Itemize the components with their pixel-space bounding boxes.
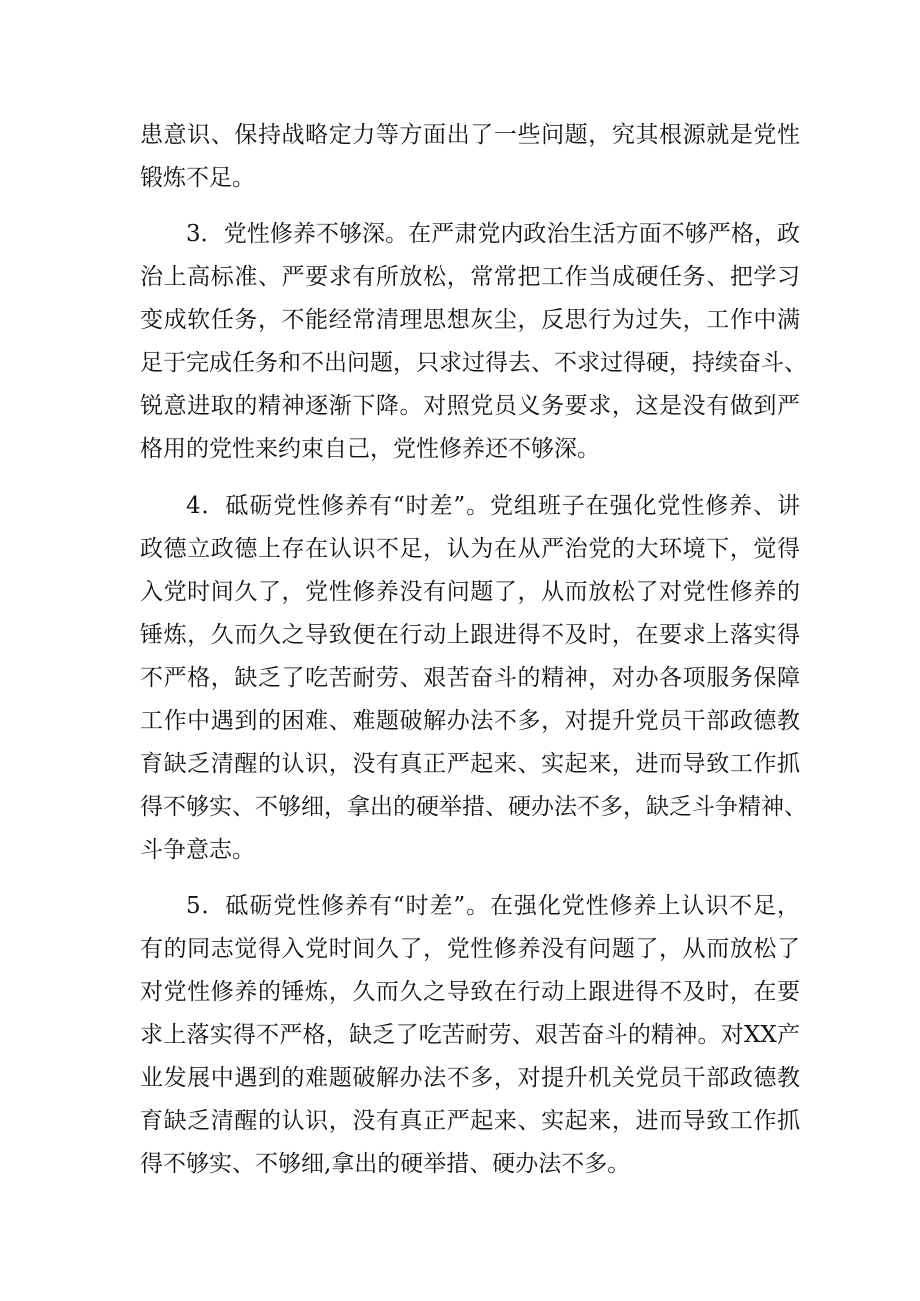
text-line: 育缺乏清醒的认识，没有真正严起来、实起来，进而导致工作抓 [140, 751, 800, 777]
text-line: 5．砥砺党性修养有“时差”。在强化党性修养上认识不足， [186, 893, 800, 919]
text-line: 育缺乏清醒的认识，没有真正严起来、实起来，进而导致工作抓 [140, 1108, 800, 1134]
text-line: 治上高标准、严要求有所放松，常常把工作当成硬任务、把学习 [140, 264, 800, 290]
text-line: 有的同志觉得入党时间久了，党性修养没有问题了，从而放松了 [140, 936, 800, 962]
text-line: 3．党性修养不够深。在严肃党内政治生活方面不够严格，政 [186, 221, 800, 247]
text-line: 入党时间久了，党性修养没有问题了，从而放松了对党性修养的 [140, 579, 800, 605]
text-line: 患意识、保持战略定力等方面出了一些问题，究其根源就是党性 [140, 122, 800, 148]
text-line: 对党性修养的锤炼，久而久之导致在行动上跟进得不及时，在要 [140, 979, 800, 1005]
text-line: 锻炼不足。 [140, 165, 255, 191]
text-line: 足于完成任务和不出问题，只求过得去、不求过得硬，持续奋斗、 [140, 350, 807, 376]
text-line: 4．砥砺党性修养有“时差”。党组班子在强化党性修养、讲 [186, 493, 800, 519]
text-line: 锐意进取的精神逐渐下降。对照党员义务要求，这是没有做到严 [140, 393, 800, 419]
text-line: 得不够实、不够细,拿出的硬举措、硬办法不多。 [140, 1151, 631, 1177]
text-line: 变成软任务，不能经常清理思想灰尘，反思行为过失，工作中满 [140, 307, 800, 333]
text-line: 工作中遇到的困难、难题破解办法不多，对提升党员干部政德教 [140, 708, 800, 734]
text-line: 斗争意志。 [140, 837, 255, 863]
text-line: 不严格，缺乏了吃苦耐劳、艰苦奋斗的精神，对办各项服务保障 [140, 665, 800, 691]
text-line: 锤炼，久而久之导致便在行动上跟进得不及时，在要求上落实得 [140, 622, 800, 648]
text-line: 格用的党性来约束自己，党性修养还不够深。 [140, 436, 600, 462]
text-line: 政德立政德上存在认识不足，认为在从严治党的大环境下，觉得 [140, 536, 800, 562]
text-line: 得不够实、不够细，拿出的硬举措、硬办法不多，缺乏斗争精神、 [140, 794, 807, 820]
text-line: 求上落实得不严格，缺乏了吃苦耐劳、艰苦奋斗的精神。对XX产 [140, 1022, 800, 1048]
text-line: 业发展中遇到的难题破解办法不多，对提升机关党员干部政德教 [140, 1065, 800, 1091]
